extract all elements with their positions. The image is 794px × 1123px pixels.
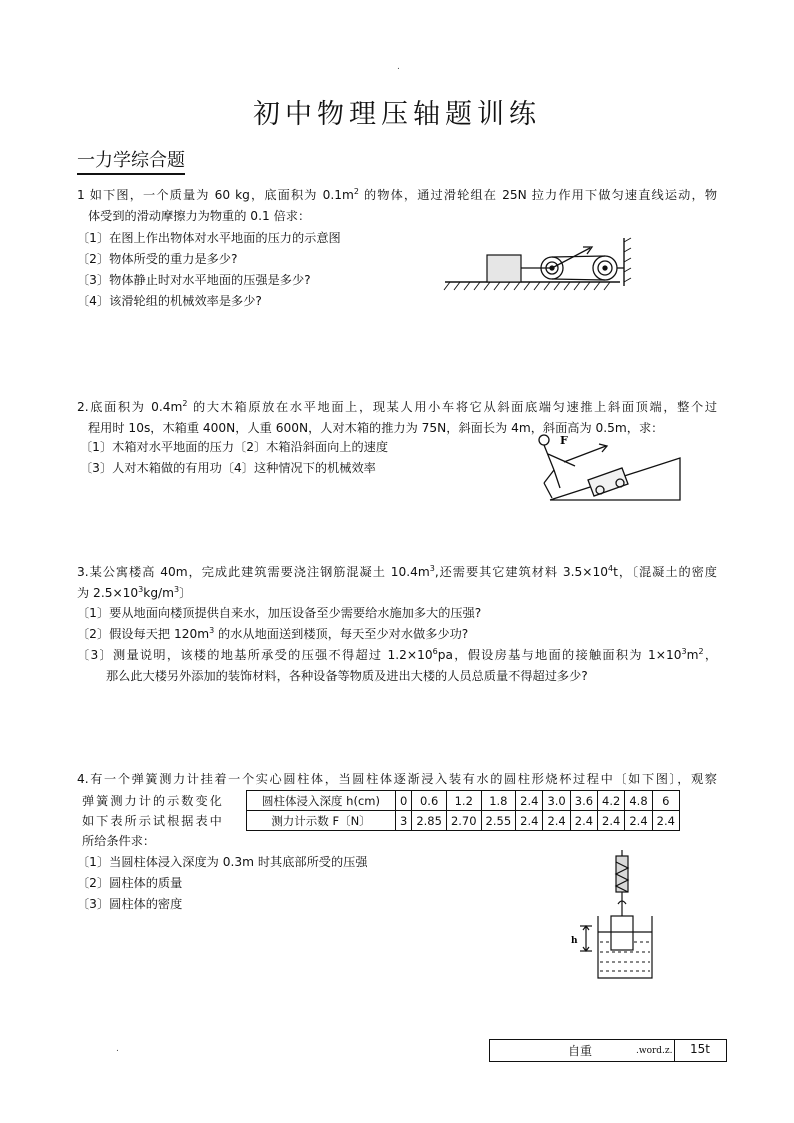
q4-line-2: 弹簧测力计的示数变化 [82, 794, 224, 808]
table-cell: 4.8 [625, 791, 652, 811]
table-cell: 2.4 [625, 811, 652, 831]
depth-label: h [571, 936, 578, 946]
table-cell: 2.4 [516, 791, 543, 811]
q1-line-2: 体受到的滑动摩擦力为物重的 0.1 倍求： [88, 209, 311, 223]
q1-line-1: 1 如下图，一个质量为 60 kg，底面积为 $0.1m^2$ 的物体，通过滑轮组在 25N 拉力作用下做匀速直线运动，物 [77, 187, 718, 202]
beaker-diagram [560, 850, 670, 990]
block [487, 255, 521, 282]
table-cell: 2.70 [446, 811, 481, 831]
q3-line-2: 为 $2.5\times 10^3kg/m^3$〕 [77, 585, 192, 600]
table-cell: 2.55 [481, 811, 516, 831]
table-cell: 3 [396, 811, 412, 831]
q1-part-4: 〔4〕该滑轮组的机械效率是多少? [77, 294, 262, 308]
incline-diagram [530, 428, 690, 508]
q2-line-2: 程用时 10s，木箱重 400N，人重 600N，人对木箱的推力为 75N，斜面长为 4m，斜面高为 0.5m，求： [88, 421, 664, 435]
pulley-diagram [440, 230, 640, 300]
q1-part-1: 〔1〕在图上作出物体对水平地面的压力的示意图 [77, 231, 341, 245]
table-cell: 3.0 [543, 791, 570, 811]
table-cell: 2.4 [543, 811, 570, 831]
table-cell: 0 [396, 791, 412, 811]
footer-divider [674, 1040, 675, 1061]
q4-part-3: 〔3〕圆柱体的密度 [77, 897, 183, 911]
table-cell: 1.2 [446, 791, 481, 811]
data-table [246, 790, 680, 831]
q4-line-3: 如下表所示试根据表中 [82, 814, 224, 828]
force-label: F [560, 434, 568, 447]
q3-part-2: 〔2〕假设每天把 $120m^3$ 的水从地面送到楼顶，每天至少对水做多少功? [77, 626, 469, 641]
table-cell: 2.4 [570, 811, 597, 831]
q3-part-3-cont: 那么此大楼另外添加的装饰材料，各种设备等物质及进出大楼的人员总质量不得超过多少? [106, 669, 588, 683]
q3-part-1: 〔1〕要从地面向楼顶提供自来水，加压设备至少需要给水施加多大的压强? [77, 606, 482, 620]
table-cell: 6 [652, 791, 679, 811]
q2-part-3-4: 〔3〕人对木箱做的有用功〔4〕这种情况下的机械效率 [80, 461, 376, 475]
q4-line-1: 4.有一个弹簧测力计挂着一个实心圆柱体，当圆柱体逐渐浸入装有水的圆柱形烧杯过程中〔如下图〕，观察 [77, 772, 717, 786]
table-cell: 2.85 [412, 811, 447, 831]
q3-part-3: 〔3〕测量说明，该楼的地基所承受的压强不得超过 $1.2\times 10^6pa$，假设房基与地面的接触面积为 $1\times 10^3m^2$， [77, 647, 718, 662]
footer-label: 自重 [568, 1044, 593, 1058]
table-cell: 1.8 [481, 791, 516, 811]
q4-part-2: 〔2〕圆柱体的质量 [77, 876, 183, 890]
q1-part-3: 〔3〕物体静止时对水平地面的压强是多少? [77, 273, 311, 287]
table-cell: 3.6 [570, 791, 597, 811]
table-cell: 2.4 [598, 811, 625, 831]
section-heading: 一力学综合题 [77, 150, 185, 175]
table-cell: 2.4 [516, 811, 543, 831]
q4-line-4: 所给条件求： [82, 834, 156, 848]
table-row [247, 811, 680, 831]
footer-value: 15t [690, 1042, 710, 1056]
footer-box [489, 1039, 727, 1062]
footer-watermark: .word.z. [636, 1046, 673, 1056]
q3-line-1: 3.某公寓楼高 40m，完成此建筑需要浇注钢筋混凝土 $10.4m^3$,还需要其它建筑材料 $3.5\times 10^4t$，〔混凝土的密度 [77, 564, 717, 579]
table-cell: 4.2 [598, 791, 625, 811]
table-header-depth: 圆柱体浸入深度 h(cm) [247, 791, 396, 811]
page-title: 初中物理压轴题训练 [253, 99, 541, 130]
footer-left-dot: . [116, 1044, 119, 1054]
table-row [247, 791, 680, 811]
header-dot: . [397, 62, 400, 72]
q2-part-1-2: 〔1〕木箱对水平地面的压力〔2〕木箱沿斜面向上的速度 [80, 440, 389, 454]
q1-part-2: 〔2〕物体所受的重力是多少? [77, 252, 238, 266]
q4-part-1: 〔1〕当圆柱体浸入深度为 0.3m 时其底部所受的压强 [77, 855, 368, 869]
table-cell: 2.4 [652, 811, 679, 831]
table-header-force: 测力计示数 F〔N〕 [247, 811, 396, 831]
q2-line-1: 2.底面积为 $0.4m^2$ 的大木箱原放在水平地面上，现某人用小车将它从斜面底端匀速推上斜面顶端，整个过 [77, 399, 718, 414]
table-cell: 0.6 [412, 791, 447, 811]
